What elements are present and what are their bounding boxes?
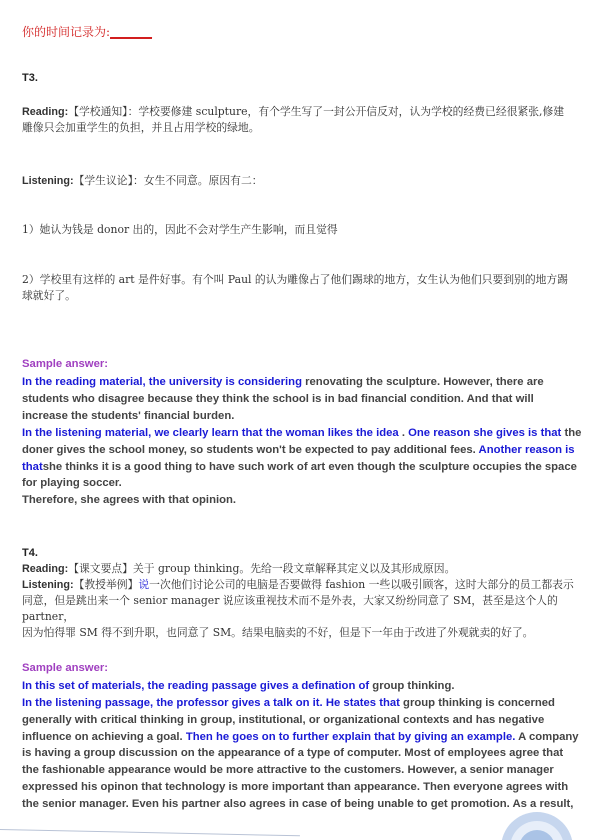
t4-p2-body-1: group thinking is concerned generally with critical thinking in group, institutional, or organizational contexts and has negative influence on achieving a goal.: [22, 697, 555, 743]
t4-listening-bracket: 【教授举例】: [73, 578, 139, 591]
t4-reading-text: 【课文要点】关于 group thinking。先给一段文章解释其定义以及其形成原因。: [68, 562, 456, 575]
footer-decor-line: [0, 829, 300, 836]
t3-listening-label: Listening:: [22, 175, 74, 187]
t3-reason-2: [22, 272, 587, 304]
t3-p2-sep: .: [398, 427, 409, 439]
t3-reading-text-2: 雕像只会加重学生的负担，并且占用学校的绿地。: [22, 121, 260, 134]
t4-listening-said: 说: [138, 578, 150, 591]
t3-p2-body-1: the doner gives the school money, so students won't be expected to pay additional fees.: [22, 427, 582, 456]
footer-logo-icon: [497, 808, 577, 840]
t3-title: T3.: [22, 72, 38, 84]
t3-reading-text-1: 【学校通知】：学校要修建 sculpture，有个学生写了一封公开信反对，认为学校的经费已经很紧张,修建: [68, 105, 565, 118]
t3-sample-paragraph-1: [22, 374, 582, 424]
t4-reading-label: Reading:: [22, 563, 69, 575]
t4-sample-label: Sample answer:: [22, 662, 109, 674]
t4-p2-signpost-2: Then he goes on to further explain that by giving an example.: [185, 730, 516, 743]
t3-reason-2-line-1: 2）学校里有这样的 art 是件好事。有个叫 Paul 的认为雕像占了他们踢球的地方，女生认为他们只要到别的地方踢: [22, 273, 569, 286]
t4-p2-body-2: A company is having a group discussion on the appearance of a type of computer. Most of employees agree that the fashionable appearance would be more attractive to the customers. However, a senior manager expressed his opinon that technology is more important than appearance. Then everyone agrees with the senior manager. Even his partner also agrees in case of being unable to get promotion. As a result,: [22, 730, 579, 810]
t4-p1-body: group thinking.: [369, 680, 455, 692]
t4-title: T4.: [22, 547, 38, 559]
t3-reading: [22, 104, 587, 136]
t3-p1-signpost: In the reading material, the university is considering: [22, 376, 302, 388]
t4-sample-paragraph-2: [22, 695, 582, 813]
t4-p1-signpost: In this set of materials, the reading passage gives a defination of: [22, 680, 370, 692]
t3-listening-text: 【学生议论】：女生不同意。原因有二：: [73, 174, 263, 187]
t3-sample-label: Sample answer:: [22, 358, 109, 370]
t4-listening-label: Listening:: [22, 579, 74, 591]
t4-p2-signpost-1: In the listening passage, the professor gives a talk on it. He states that: [22, 697, 400, 709]
t4-listening-text-1: 一次他们讨论公司的电脑是否要做得 fashion 一些以吸引顾客，这时大部分的员工都表示: [149, 578, 574, 591]
t3-sample-paragraph-2: [22, 425, 582, 492]
t3-listening: [22, 173, 263, 189]
t3-p2-body-2: she thinks it is a good thing to have such work of art even though the sculpture occupies the space for playing soccer.: [22, 460, 577, 490]
t3-reason-2-line-2: 球就好了。: [22, 289, 76, 302]
time-record-line: [22, 23, 152, 40]
t3-reason-1: 1）她认为钱是 donor 出的，因此不会对学生产生影响，而且觉得: [22, 223, 338, 236]
t4-listening-text-3: 因为怕得罪 SM 得不到升职，也同意了 SM。结果电脑卖的不好，但是下一年由于改进了外观就卖的好了。: [22, 626, 534, 639]
t3-p2-signpost-3: Another reason is that: [22, 443, 575, 473]
t3-p2-signpost-1: In the listening material, we clearly learn that the woman likes the idea: [22, 427, 399, 439]
t3-p1-body: renovating the sculpture. However, there are students who disagree because they think the school is in bad financial condition. And that will increase the students' financial burden.: [22, 376, 544, 422]
t4-sample-paragraph-1: [22, 678, 582, 695]
time-record-label: 你的时间记录为:: [22, 25, 111, 39]
t3-reading-label: Reading:: [22, 106, 69, 118]
t4-listening: [22, 577, 587, 641]
t4-reading: [22, 561, 455, 577]
t3-p2-signpost-2: One reason she gives is that: [408, 427, 562, 439]
t3-sample-paragraph-3: Therefore, she agrees with that opinion.: [22, 494, 237, 506]
time-record-blank[interactable]: _______: [110, 25, 153, 39]
t4-listening-text-2: 同意，但是跳出来一个 senior manager 说应该重视技术而不是外表，大家又纷纷同意了 SM，甚至是这个人的 partner，: [22, 594, 558, 623]
